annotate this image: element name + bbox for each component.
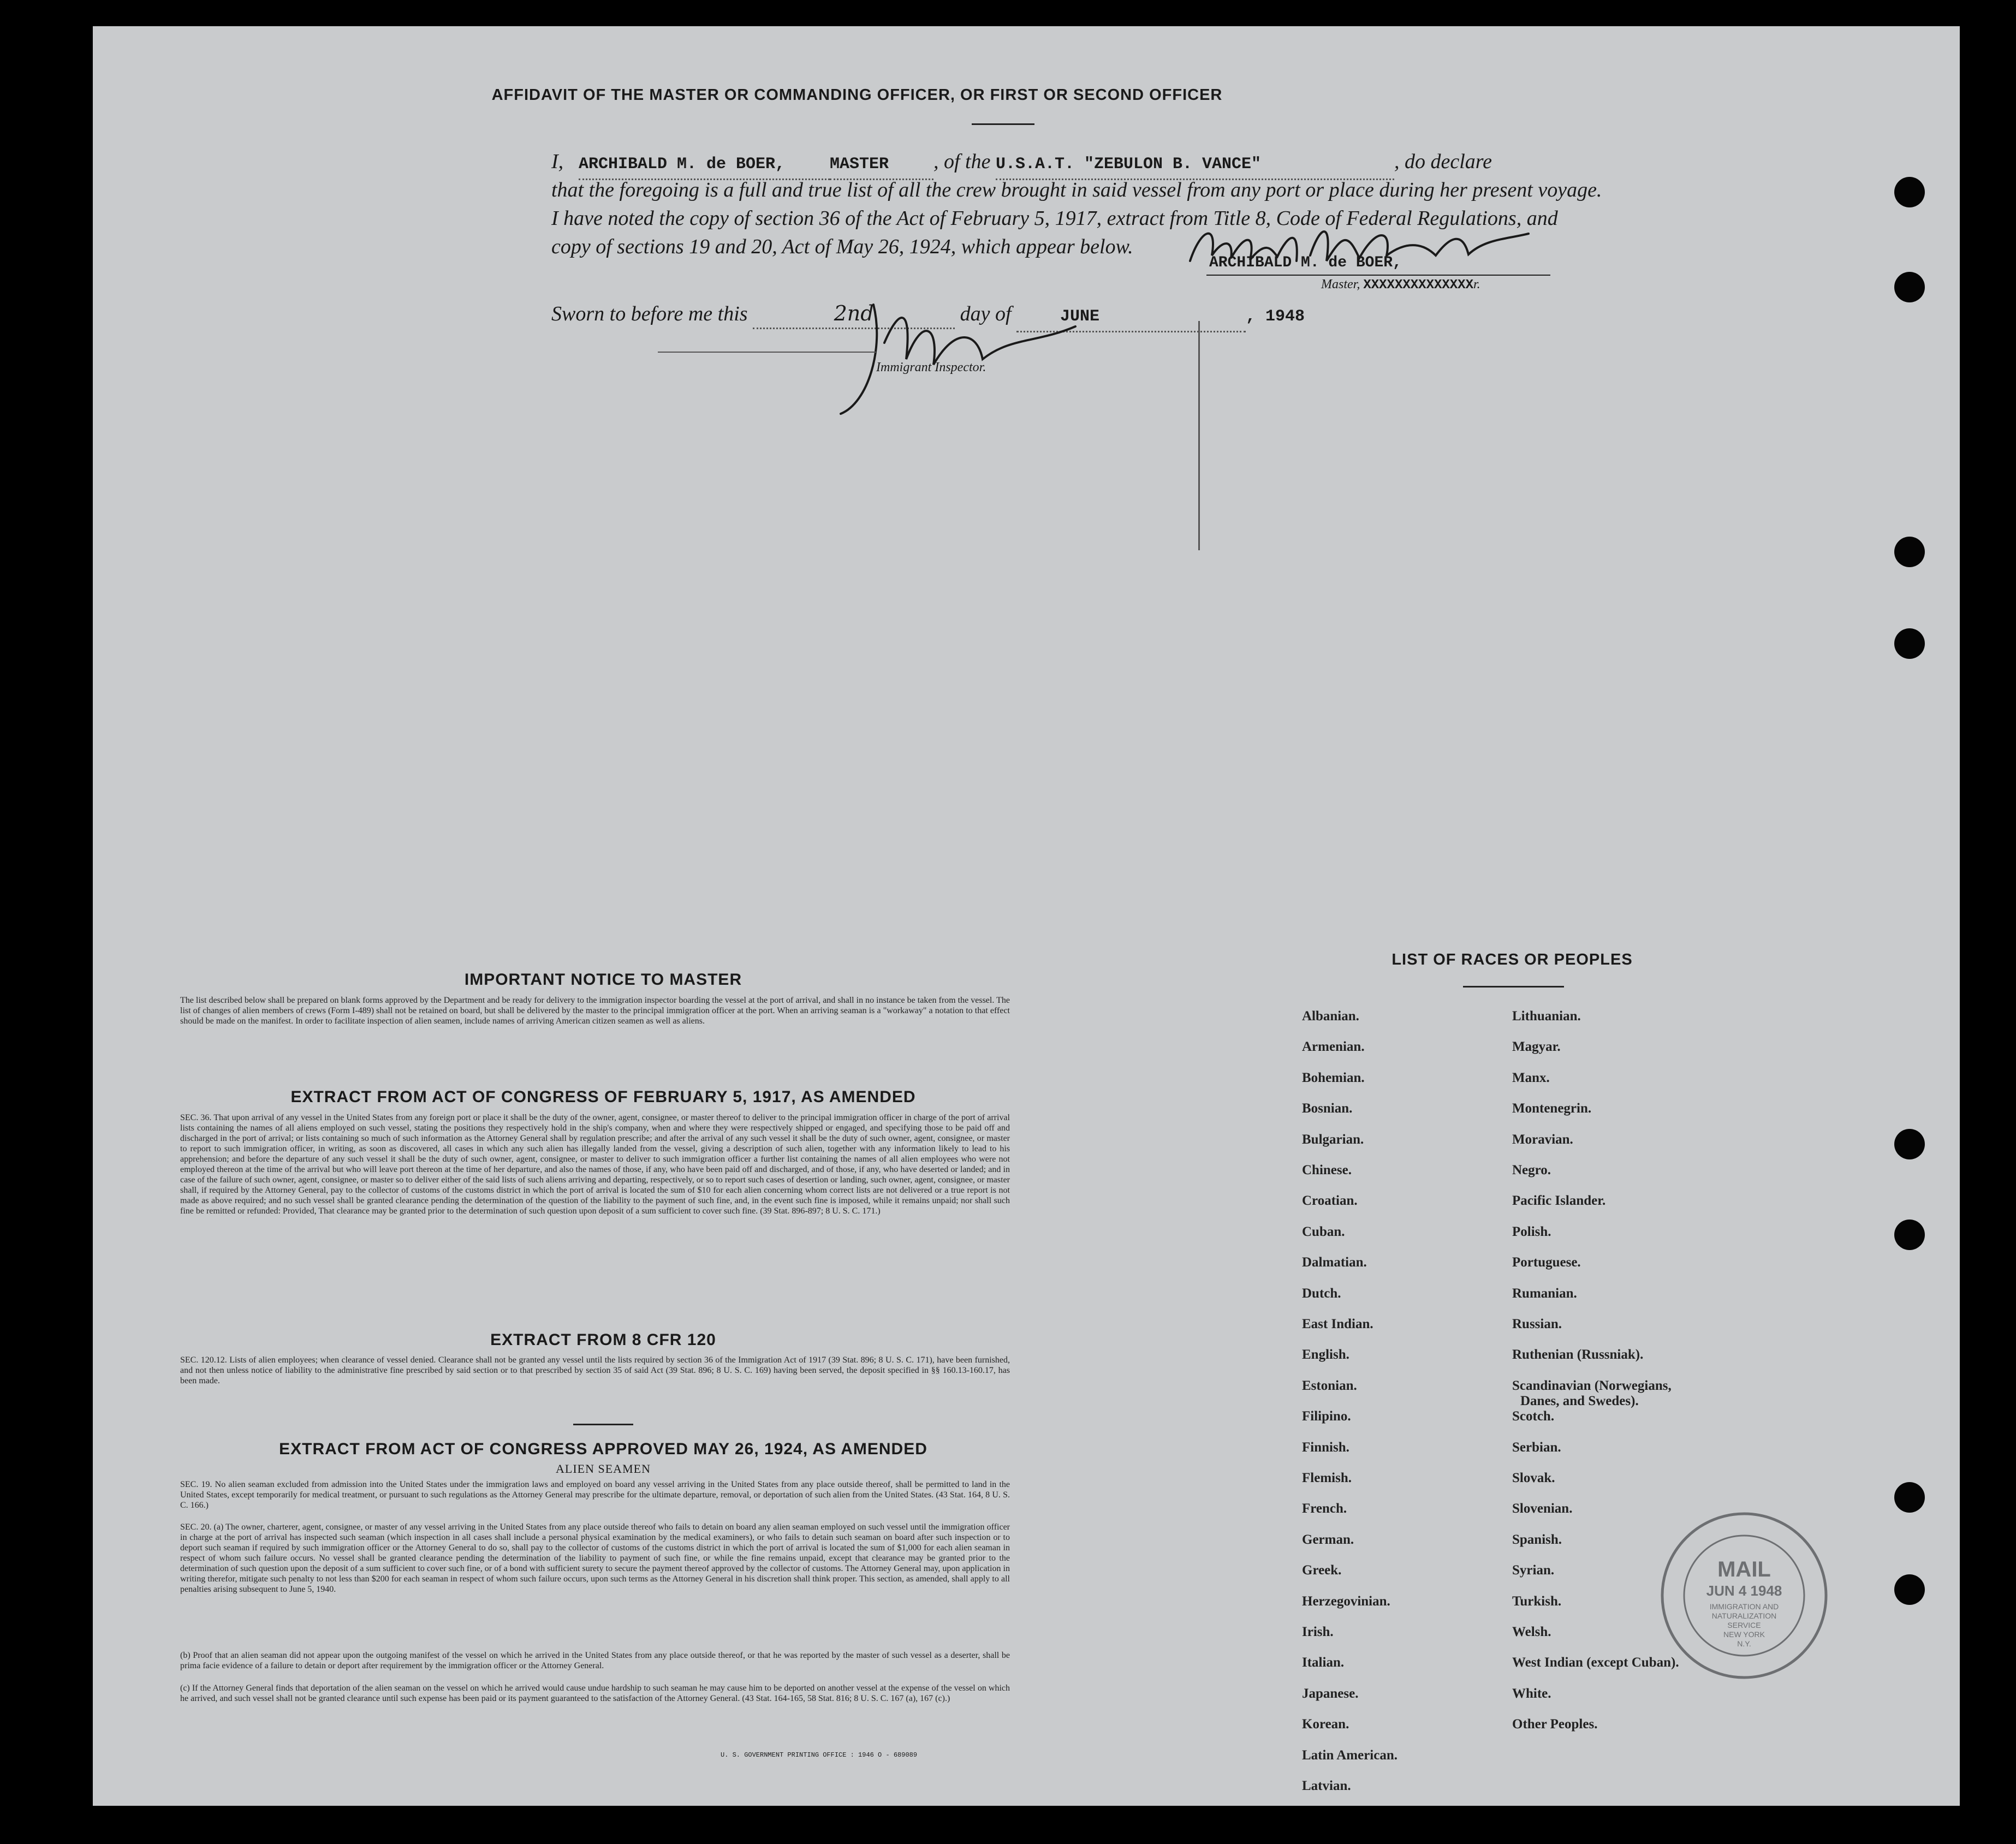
race-item: Portuguese. — [1512, 1255, 1581, 1270]
race-item: Rumanian. — [1512, 1286, 1577, 1301]
alien-seamen-subheading: ALIEN SEAMEN — [556, 1462, 651, 1476]
master-name: ARCHIBALD M. de BOER, — [579, 150, 830, 180]
race-item: Korean. — [1302, 1717, 1349, 1732]
extract-1917-heading: EXTRACT FROM ACT OF CONGRESS OF FEBRUARY 5, 1917, AS AMENDED — [290, 1088, 916, 1106]
extract-1917-text: SEC. 36. That upon arrival of any vessel in the United States from any foreign port or place it shall be the duty of the owner, agent, consignee, or master thereof to deliver to the principal immigration officer in charge of the port of arrival lists containing the names of all aliens employed on such vessel, stating the positions they respectively hold in the ship's company, when and where they were respectively shipped or engaged, and specifying those to be paid off and discharged in the port of arrival; or lists containing so much of such information as the Attorney General shall by regulation prescribe; and after the arrival of any such vessel it shall be the duty of such owner, agent, consignee, or master to report to such immigration officer, in writing, as soon as discovered, all cases in which any such alien has illegally landed from the vessel, giving a description of such alien, together with any information likely to lead to his apprehension; and before the departure of any such vessel it shall be the duty of such owner, agent, consignee, or master to deliver to such immigration officer a further list containing the names of all alien employees who were not employed thereon at the time of the arrival but who will leave port thereon at the time of her departure, and also the names of those, if any, who have been paid off and discharged, and of those, if any, who have deserted or landed; and in case of the failure of such owner, agent, consignee, or master so to deliver either of the said lists of such aliens arriving and departing, respectively, or so to report such cases of desertion or landing, such owner, agent, consignee, or master shall, if required by the Attorney General, pay to the collector of customs of the customs district in which the port of arrival is located the sum of $10 for each alien concerning whom correct lists are not delivered or a true report is not made as above required; and no such vessel shall be granted clearance pending the determination of the question of the liability to the payment of such fine, and, in the event such fine is imposed, while it remains unpaid; nor shall such fine be remitted or refunded: Provided, That clearance may be granted prior to the determination of such question upon deposit of a sum sufficient to cover such fine. (39 Stat. 896-897; 8 U. S. C. 171.) — [180, 1113, 1010, 1216]
race-item: Estonian. — [1302, 1378, 1357, 1393]
race-item: German. — [1302, 1532, 1354, 1547]
stamp-line2: NATURALIZATION — [1711, 1611, 1777, 1620]
sworn-month: JUNE — [1016, 302, 1246, 332]
race-item: Montenegrin. — [1512, 1101, 1592, 1116]
race-item: Slovak. — [1512, 1471, 1555, 1485]
of-the-text: , of the — [933, 150, 991, 173]
race-item: Danes, and Swedes). — [1520, 1393, 1639, 1408]
race-item: Ruthenian (Russniak). — [1512, 1347, 1644, 1363]
race-item: Turkish. — [1512, 1593, 1562, 1609]
sec19-text: SEC. 19. No alien seaman excluded from admission into the United States under the immigration laws and employed on board any vessel arriving in the United States from any place outside thereof, shall be permitted to land in the United States, except temporarily for medical treatment, or pursuant to such regulations as the Attorney General may prescribe for the ultimate departure, removal, or deportation of such alien from the United States. (43 Stat. 164, 8 U. S. C. 166.) — [180, 1480, 1010, 1510]
stamp-line4: NEW YORK — [1723, 1630, 1765, 1639]
day-of-text: day of — [960, 302, 1012, 325]
race-item: Slovenian. — [1512, 1501, 1573, 1516]
inspector-label: Immigrant Inspector. — [876, 360, 986, 374]
race-item: Spanish. — [1512, 1532, 1562, 1547]
punch-hole — [1894, 177, 1925, 207]
race-item: Polish. — [1512, 1224, 1551, 1239]
rank: MASTER — [830, 150, 933, 180]
races-heading: LIST OF RACES OR PEOPLES — [1391, 951, 1633, 968]
stamp-line3: SERVICE — [1727, 1621, 1761, 1629]
sworn-day: 2nd — [753, 299, 955, 329]
affidavit-line-1 — [551, 147, 1649, 180]
master-suffix: r. — [1473, 277, 1480, 292]
race-item: Albanian. — [1302, 1009, 1359, 1024]
race-item: Moravian. — [1512, 1132, 1573, 1147]
vertical-divider — [1198, 321, 1200, 550]
stamp-date: JUN 4 1948 — [1706, 1583, 1782, 1599]
race-item: Manx. — [1512, 1070, 1550, 1085]
race-item: English. — [1302, 1347, 1349, 1363]
typed-master-name: ARCHIBALD M. de BOER, — [1209, 254, 1402, 271]
sec20c-text: (c) If the Attorney General finds that deportation of the alien seaman on the vessel on which he arrived would cause undue hardship to such seaman he may cause him to be deported on another vessel at the expense of the vessel on which he arrived, and such vessel shall not be granted clearance until such expense has been paid or its payment guaranteed to the satisfaction of the Attorney General. (43 Stat. 164-165, 58 Stat. 816; 8 U. S. C. 167 (a), 167 (c).) — [180, 1684, 1010, 1703]
punch-hole — [1894, 1482, 1925, 1513]
race-item: Magyar. — [1512, 1039, 1561, 1055]
punch-hole — [1894, 1129, 1925, 1159]
affidavit-line-3: I have noted the copy of section 36 of the Act of February 5, 1917, extract from Title 8, Code of Federal Regulations, and — [551, 207, 1558, 230]
race-item: Chinese. — [1302, 1163, 1352, 1177]
race-item: White. — [1512, 1686, 1551, 1701]
race-item: Armenian. — [1302, 1039, 1365, 1055]
vessel-name: U.S.A.T. "ZEBULON B. VANCE" — [996, 150, 1394, 180]
mail-stamp — [1654, 1506, 1834, 1686]
notice-text: The list described below shall be prepared on blank forms approved by the Department and be ready for delivery to the immigration inspector boarding the vessel at the port of arrival, and shall in no instance be taken from the vessel. The list of changes of alien members of crews (Form I-489) shall not be retained on board, but shall be delivered by the master to the principal immigration officer at the port. When an arriving seaman is a "workaway" a notation to that effect should be made on the manifest. In order to facilitate inspection of alien seamen, include names of arriving American citizen seamen as well as aliens. — [180, 996, 1010, 1026]
notice-heading: IMPORTANT NOTICE TO MASTER — [464, 971, 742, 989]
race-item: French. — [1302, 1501, 1347, 1516]
punch-hole — [1894, 1574, 1925, 1605]
punch-hole — [1894, 272, 1925, 302]
divider — [972, 123, 1034, 125]
race-item: Negro. — [1512, 1163, 1551, 1177]
stamp-top: MAIL — [1717, 1557, 1771, 1581]
stamp-line1: IMMIGRATION AND — [1709, 1602, 1779, 1611]
signature-line — [1206, 275, 1550, 276]
race-item: East Indian. — [1302, 1317, 1373, 1331]
race-item: Russian. — [1512, 1317, 1562, 1331]
extract-cfr-heading: EXTRACT FROM 8 CFR 120 — [490, 1331, 716, 1349]
race-item: Croatian. — [1302, 1193, 1358, 1209]
race-item: Herzegovinian. — [1302, 1593, 1390, 1609]
race-item: Italian. — [1302, 1655, 1345, 1670]
divider — [1463, 986, 1564, 988]
race-item: Syrian. — [1512, 1563, 1555, 1578]
race-item: Cuban. — [1302, 1224, 1345, 1239]
inspector-signature — [802, 283, 1108, 425]
sec20b-text: (b) Proof that an alien seaman did not appear upon the outgoing manifest of the vessel on which he arrived in the United States from any place outside thereof, or that he was reported by the master of such vessel as a deserter, shall be prima facie evidence of a failure to detain or deport after requirement by the immigration officer or the Attorney General. — [180, 1651, 1010, 1670]
race-item: Bosnian. — [1302, 1101, 1353, 1116]
master-label: Master, — [1321, 277, 1360, 292]
punch-hole — [1894, 628, 1925, 659]
race-item: Serbian. — [1512, 1439, 1561, 1455]
race-item: Japanese. — [1302, 1686, 1359, 1701]
race-item: Irish. — [1302, 1625, 1334, 1639]
race-item: Latvian. — [1302, 1778, 1351, 1793]
sworn-year: , 1948 — [1246, 307, 1305, 326]
sec20a-text: SEC. 20. (a) The owner, charterer, agent, consignee, or master of any vessel arriving in the United States from any place outside thereof who fails to detain on board any alien seaman employed on such vessel until the immigration officer in charge at the port of arrival has inspected such seaman (which inspection in all cases shall include a personal physical examination by the medical examiners), or who fails to detain such seaman on board after such inspection or to deport such seaman if required by such immigration officer or the Attorney General to do so, shall pay to the collector of customs of the customs district in which the port of arrival is located the sum of $1,000 for each alien seaman in respect of whom such failure occurs. No vessel shall be granted clearance pending the determination of the liability to payment of such fine, or while the fine remains unpaid, except that clearance may be granted prior to the determination of such question upon the deposit of a sum sufficient to cover such fine, or of a bond with sufficient surety to secure the payment thereof approved by the collector of customs. The Attorney General may, upon application in writing therefor, mitigate such penalty to not less than $200 for each seaman in respect of whom such failure occurs, upon such terms as the Attorney General in his discretion shall think proper. This section, as amended, shall apply to all penalties arising subsequent to June 5, 1940. — [180, 1522, 1010, 1594]
struck-title: XXXXXXXXXXXXXX — [1363, 278, 1473, 293]
race-item: Dutch. — [1302, 1286, 1341, 1301]
punch-hole — [1894, 537, 1925, 567]
affidavit-line-4: copy of sections 19 and 20, Act of May 26, 1924, which appear below. — [551, 235, 1133, 258]
race-item: Pacific Islander. — [1512, 1193, 1606, 1209]
form-page — [93, 26, 1960, 1806]
race-item: Filipino. — [1302, 1409, 1351, 1424]
race-item: West Indian (except Cuban). — [1512, 1655, 1679, 1670]
punch-hole — [1894, 1220, 1925, 1250]
race-item: Scandinavian (Norwegians, — [1512, 1378, 1672, 1393]
race-item: Finnish. — [1302, 1439, 1349, 1455]
sworn-text: Sworn to before me this — [551, 302, 748, 325]
race-item: Other Peoples. — [1512, 1717, 1598, 1732]
race-item: Latin American. — [1302, 1747, 1397, 1763]
affidavit-line-2: that the foregoing is a full and true list of all the crew brought in said vessel from any port or place during her present voyage. — [551, 179, 1602, 201]
prefix-text: I, — [551, 150, 564, 173]
race-item: Bulgarian. — [1302, 1132, 1364, 1147]
affidavit-heading: AFFIDAVIT OF THE MASTER OR COMMANDING OFFICER, OR FIRST OR SECOND OFFICER — [491, 86, 1223, 104]
race-item: Welsh. — [1512, 1625, 1551, 1639]
race-item: Greek. — [1302, 1563, 1342, 1578]
race-item: Flemish. — [1302, 1471, 1352, 1485]
race-item: Lithuanian. — [1512, 1009, 1581, 1024]
extract-cfr-text: SEC. 120.12. Lists of alien employees; when clearance of vessel denied. Clearance shall not be granted any vessel until the lists required by section 36 of the Immigration Act of 1917 (39 Stat. 896; 8 U. S. C. 171), have been furnished, and not then unless notice of liability to the administrative fine prescribed by said section or to that prescribed by section 35 of said Act (39 Stat. 896; 8 U. S. C. 169) having been served, the deposit specified in §§ 160.13-160.17, has been made. — [180, 1355, 1010, 1385]
extract-1924-heading: EXTRACT FROM ACT OF CONGRESS APPROVED MAY 26, 1924, AS AMENDED — [279, 1440, 927, 1458]
race-item: Bohemian. — [1302, 1070, 1365, 1085]
master-signature — [1179, 217, 1550, 283]
do-declare-text: , do declare — [1394, 150, 1492, 173]
inspector-line-left — [658, 352, 876, 353]
master-title — [1321, 277, 1480, 293]
stamp-line5: N.Y. — [1737, 1639, 1751, 1648]
race-item: Scotch. — [1512, 1409, 1555, 1424]
race-item: Dalmatian. — [1302, 1255, 1367, 1270]
divider — [573, 1424, 633, 1425]
printer-line: U. S. GOVERNMENT PRINTING OFFICE : 1946 O - 689089 — [721, 1751, 918, 1759]
